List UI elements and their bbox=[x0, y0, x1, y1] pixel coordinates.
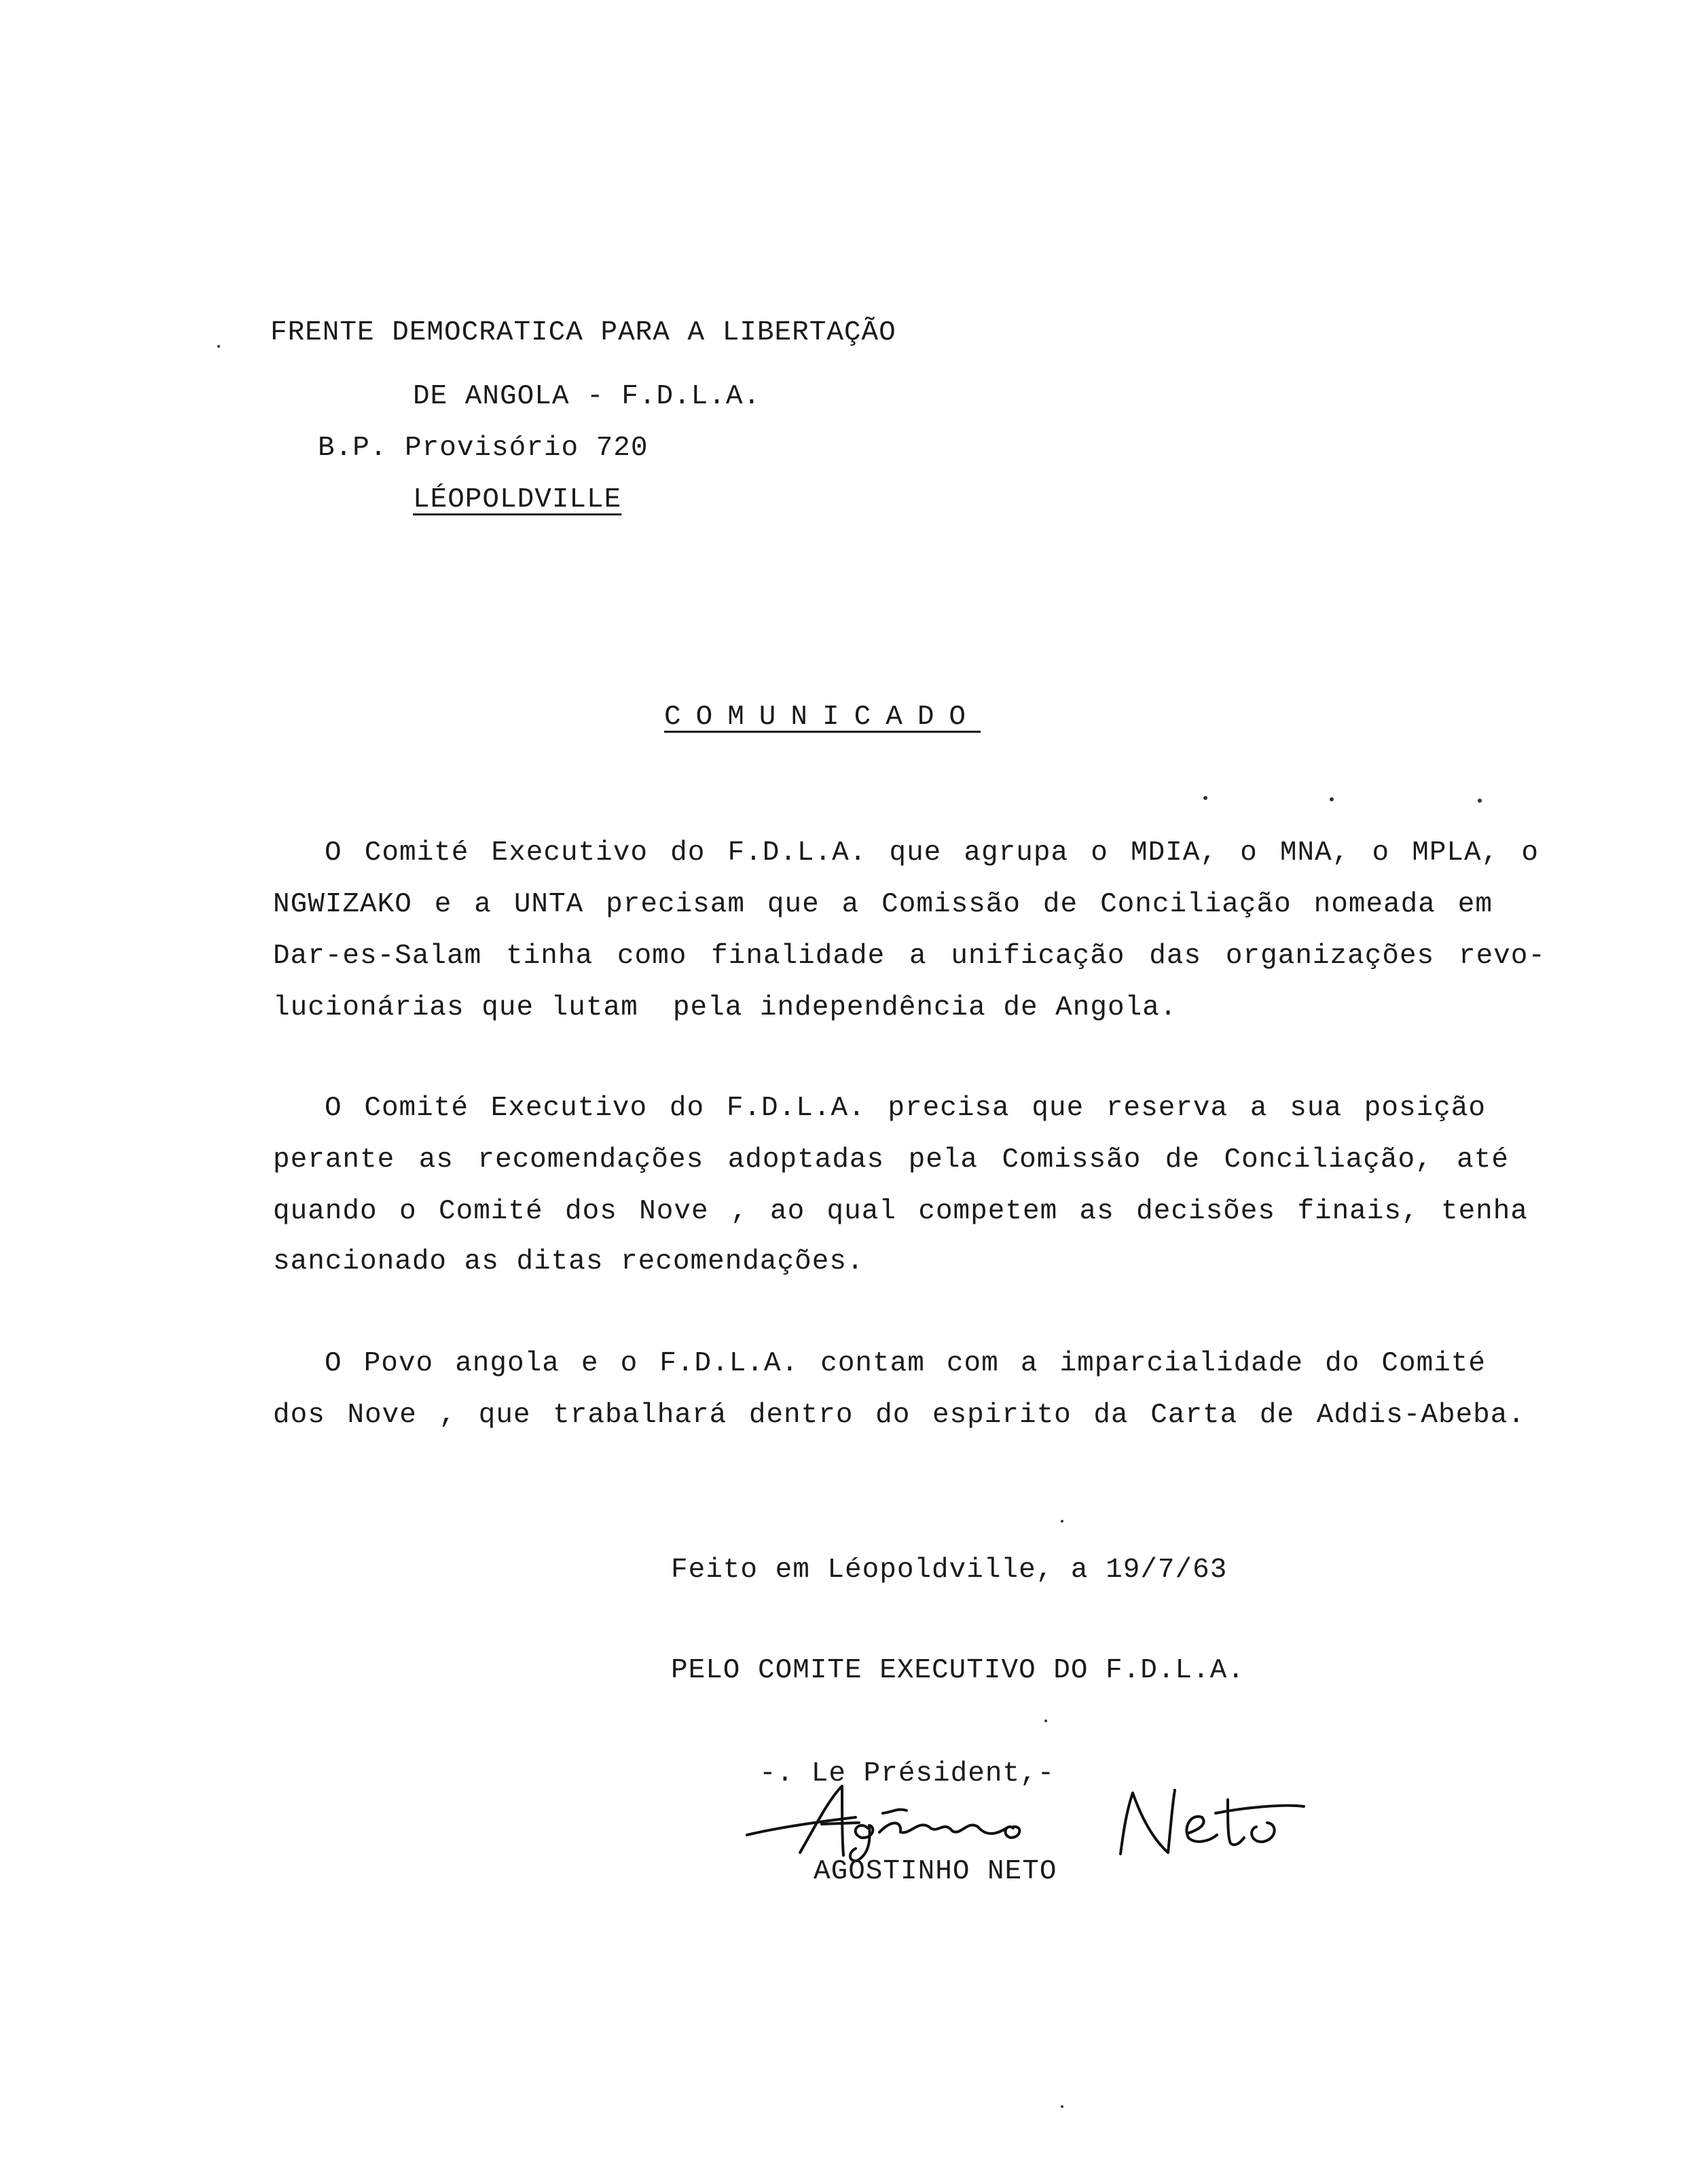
document-title: COMUNICADO bbox=[664, 702, 981, 733]
scan-speck bbox=[1330, 797, 1334, 801]
paragraph-2-line: quando o Comité dos Nove , ao qual competem as decisões finais, tenha bbox=[273, 1196, 1528, 1227]
scan-speck bbox=[1061, 2105, 1063, 2108]
paragraph-2-line: perante as recomendações adoptadas pela Comissão de Conciliação, até bbox=[273, 1144, 1509, 1176]
city: LÉOPOLDVILLE bbox=[413, 484, 622, 515]
paragraph-3-line: dos Nove , que trabalhará dentro do espirito da Carta de Addis-Abeba. bbox=[273, 1400, 1525, 1431]
paragraph-1-line: O Comité Executivo do F.D.L.A. que agrupa o MDIA, o MNA, o MPLA, o bbox=[325, 837, 1539, 869]
paragraph-2-line: sancionado as ditas recomendações. bbox=[273, 1246, 864, 1277]
president-title: -. Le Président,- bbox=[759, 1758, 1055, 1789]
scan-speck bbox=[1203, 796, 1207, 800]
paragraph-1-line: NGWIZAKO e a UNTA precisam que a Comissão de Conciliação nomeada em bbox=[273, 889, 1493, 920]
org-name-line2: DE ANGOLA - F.D.L.A. bbox=[413, 381, 761, 412]
scan-speck bbox=[1478, 799, 1482, 803]
place-and-date: Feito em Léopoldville, a 19/7/63 bbox=[671, 1554, 1228, 1586]
paragraph-3-line: O Povo angola e o F.D.L.A. contam com a imparcialidade do Comité bbox=[325, 1348, 1486, 1379]
paragraph-1-line: Dar-es-Salam tinha como finalidade a unificação das organizações revo- bbox=[273, 941, 1546, 972]
org-name-line1: FRENTE DEMOCRATICA PARA A LIBERTAÇÃO bbox=[270, 317, 896, 348]
paragraph-2-line: O Comité Executivo do F.D.L.A. precisa que reserva a sua posição bbox=[325, 1093, 1486, 1124]
scan-speck bbox=[1061, 1520, 1063, 1523]
scan-speck bbox=[217, 345, 220, 348]
postal-address: B.P. Provisório 720 bbox=[318, 433, 649, 464]
committee-line: PELO COMITE EXECUTIVO DO F.D.L.A. bbox=[671, 1655, 1245, 1686]
paragraph-1-line: lucionárias que lutam pela independência de Angola. bbox=[273, 992, 1178, 1023]
signatory-name: AGOSTINHO NETO bbox=[814, 1856, 1057, 1887]
scan-speck bbox=[1044, 1719, 1047, 1722]
